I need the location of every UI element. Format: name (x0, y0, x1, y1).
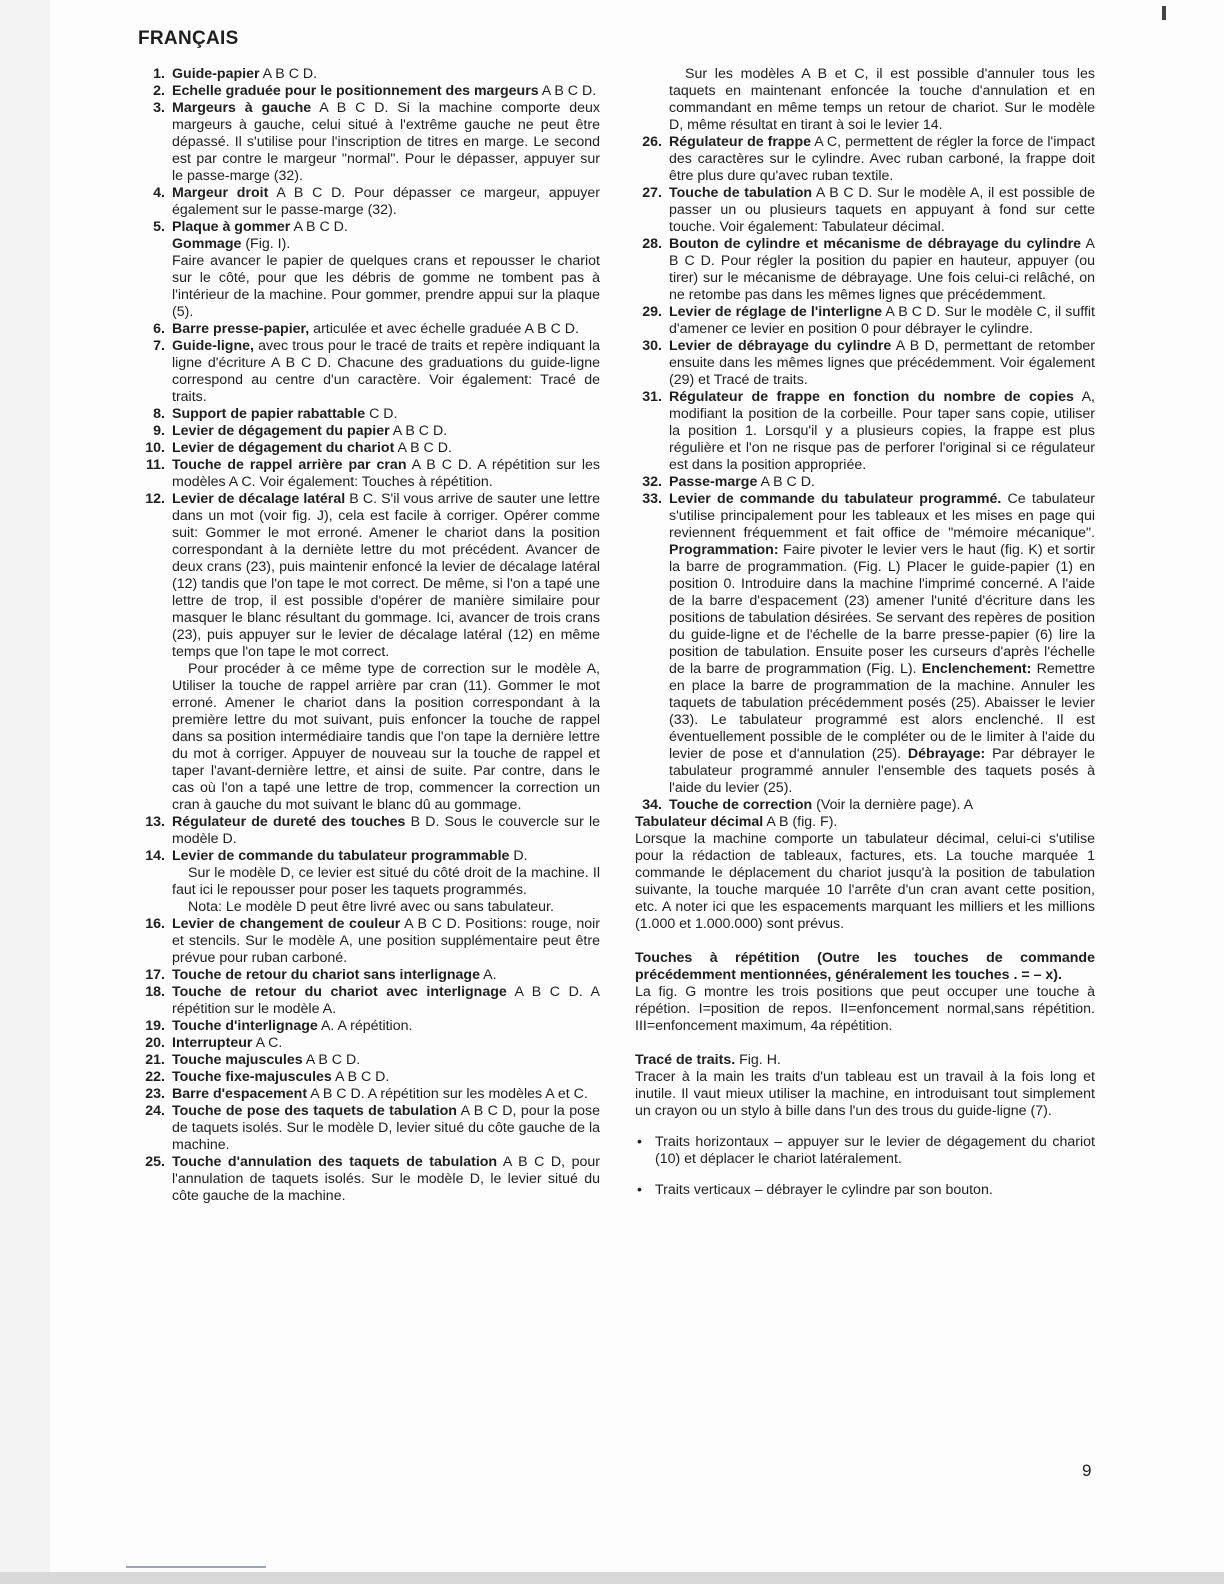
list-item-27: 27. Touche de tabulation A B C D. Sur le modèle A, il est possible de passer un ou plusieurs taquets en appuyant à fond sur cette touche. Voir également: Tabulateur décimal. (642, 185, 1095, 235)
list-item-22: 22. Touche fixe-majuscules A B C D. (145, 1069, 390, 1085)
list-item-10: 10. Levier de dégagement du chariot A B C D. (145, 440, 452, 456)
right-column (635, 66, 1095, 1214)
list-item-29: 29. Levier de réglage de l'interligne A B C D. Sur le modèle C, il suffit d'amener ce levier en position 0 pour débrayer le cylindre. (642, 304, 1095, 337)
list-item-7: 7. Guide-ligne, avec trous pour le tracé de traits et repère indiquant la ligne d'écriture A B C D. Chacune des graduations du guide-ligne correspond au centre d'un caractère. Voir également: Tracé de traits. (153, 338, 600, 405)
page-heading: FRANÇAIS (138, 28, 239, 49)
list-item-25: 25. Touche d'annulation des taquets de tabulation A B C D, pour l'annulation de taquets isolés. Sur le modèle D, le levier situé du côte gauche de la machine. (145, 1154, 600, 1204)
list-item-8: 8. Support de papier rabattable C D. (153, 406, 398, 422)
list-item-32: 32. Passe-marge A B C D. (642, 474, 815, 490)
list-item-30: 30. Levier de débrayage du cylindre A B D, permettant de retomber ensuite dans les mêmes lignes que précédemment. Voir également (29) et Tracé de traits. (642, 338, 1095, 388)
list-item-31: 31. Régulateur de frappe en fonction du nombre de copies A, modifiant la position de la corbeille. Pour taper sans copie, utiliser la position 1. Lorsqu'il y a plusieurs copies, la frappe est plus régulière et l'on ne risque pas de perforer l'original si ce régulateur est dans la position appropriée. (642, 389, 1095, 473)
list-item-25-continued: Sur les modèles A B et C, il est possible d'annuler tous les taquets en maintenant enfoncée la touche d'annulation et en commandant en même temps un retour de chariot. Sur le modèle D, même résultat en tirant à soi le levier 14. (669, 66, 1095, 133)
list-item-33: 33. Levier de commande du tabulateur programmé. Ce tabulateur s'utilise principalement pour les tableaux et les mises en page qui reviennent fréquemment et fait office de "mémoire mécanique". Programmation: Faire pivoter le levier vers le haut (fig. K) et sortir la barre de programmation. (Fig. L) Placer le guide-papier (1) en position 0. Introduire dans la machine l'imprimé concerné. A l'aide de la barre d'espacement (23) amener l'unité d'écriture dans les positions de tabulation désirées. Se servant des repères de position du guide-ligne et de l'échelle de la barre presse-papier (6) lire la position de tabulation. Ensuite poser les curseurs d'après l'échelle de la barre de programmation (Fig. L). Enclenchement: Remettre en place la barre de programmation de la machine. Annuler les taquets de tabulation précédemment posés (25). Abaisser le levier (33). Le tabulateur programmé est alors enclenché. Il est éventuellement possible de le compléter ou de le limiter à l'aide du levier de pose et d'annulation (25). Débrayage: Par débrayer le tabulateur programmé annuler l'ensemble des taquets posés à l'aide du levier (25). (642, 491, 1096, 796)
bullet-item: • Traits verticaux – débrayer le cylindre par son bouton. (637, 1182, 993, 1199)
list-item-21: 21. Touche majuscules A B C D. (145, 1052, 361, 1068)
list-item-16: 16. Levier de changement de couleur A B C D. Positions: rouge, noir et stencils. Sur le modèle A, une position supplémentaire peut être prévue pour ruban carboné. (145, 916, 600, 966)
left-column (138, 66, 600, 1205)
bullet-icon: • (637, 1134, 642, 1151)
scan-line (126, 1566, 266, 1568)
list-item-11: 11. Touche de rappel arrière par cran A B C D. A répétition sur les modèles A C. Voir également: Touches à répétition. (146, 457, 600, 490)
list-item-18: 18. Touche de retour du chariot avec interlignage A B C D. A répétition sur le modèle A. (145, 984, 600, 1017)
list-item-13: 13. Régulateur de dureté des touches B D. Sous le couvercle sur le modèle D. (145, 814, 600, 847)
list-item-17: 17. Touche de retour du chariot sans interlignage A. (145, 967, 497, 983)
trace-body: Tracer à la main les traits d'un tableau est un travail à la fois long et inutile. Il vaut mieux utiliser la machine, en introduisant tout simplement un crayon ou un stylo à bille dans l'un des trous du guide-ligne (7). (635, 1069, 1095, 1119)
decimal-body: Lorsque la machine comporte un tabulateur décimal, celui-ci s'utilise pour la rédaction de tableaux, factures, ets. La touche marquée 1 commande le déplacement du chariot jusqu'à la position de tabulation suivante, la touche marquée 10 l'arrête d'un cran avant cette position, etc. A noter ici que les espacements marquant les milliers et les millions (1.000 et 1.000.000) sont prévus. (635, 831, 1095, 932)
scan-edge-left (0, 0, 50, 1584)
list-item-3: 3. Margeurs à gauche A B C D. Si la machine comporte deux margeurs à gauche, celui situé à l'extrême gauche ne peut être dépassé. Il s'utilise pour l'inscription de titres en marge. Le second est par contre le margeur "normal". Pour le dépasser, appuyer sur le passe-marge (32). (153, 100, 600, 184)
list-item-24: 24. Touche de pose des taquets de tabulation A B C D, pour la pose de taquets isolés. Sur le modèle D, levier situé du côte gauche de la machine. (145, 1103, 600, 1153)
corner-mark (1162, 6, 1166, 20)
list-item-5: 5. Plaque à gommer A B C D. Gommage (Fig. I). Faire avancer le papier de quelques crans et repousser le chariot sur le côté, pour que les débris de gomme ne tombent pas à l'intérieur de la machine. Pour gommer, prendre appui sur la plaque (5). (153, 219, 600, 320)
list-item-1: 1. Guide-papier A B C D. (153, 66, 318, 82)
trace-heading: Tracé de traits. Fig. H. (635, 1052, 781, 1068)
list-item-4: 4. Margeur droit A B C D. Pour dépasser ce margeur, appuyer également sur le passe-marge (32). (153, 185, 601, 218)
list-item-34: 34. Touche de correction (Voir la dernière page). A (642, 797, 974, 813)
page-number: 9 (1082, 1461, 1092, 1480)
repeat-keys-heading: Touches à répétition (Outre les touches de commande précédemment mentionnées, généralement les touches . = – x). (635, 950, 1095, 983)
list-item-23: 23. Barre d'espacement A B C D. A répétition sur les modèles A et C. (145, 1086, 588, 1102)
list-item-20: 20. Interrupteur A C. (145, 1035, 283, 1051)
decimal-heading: Tabulateur décimal A B (fig. F). (635, 814, 838, 830)
list-item-6: 6. Barre presse-papier, articulée et avec échelle graduée A B C D. (153, 321, 579, 337)
scan-edge-bottom (0, 1572, 1224, 1584)
list-item-12: 12. Levier de décalage latéral B C. S'il vous arrive de sauter une lettre dans un mot (voir fig. J), cela est facile à corriger. Opérer comme suit: Gommer le mot erroné. Amener le chariot dans la position correspondant à la derniète lettre du mot précédent. Avancer de deux crans (23), puis maintenir enfoncé la levier de décalage latéral (12) tandis que l'on tape le mot correct. De même, si l'on a tapé une lettre de trop, il est possible d'opérer de manière similaire pour masquer le blanc résultant du gommage. Ici, avancer de trois crans (23), puis appuyer sur le levier de décalage latéral (12) en même temps que l'on tape le mot correct. Pour procéder à ce même type de correction sur le modèle A, Utiliser la touche de rappel arrière par cran (11). Gommer le mot erroné. Amener le chariot dans la position correspondant à la première lettre du mot suivant, puis enfoncer la touche de rappel dans sa position intermédiaire tandis que l'on tape la dernière lettre du mot à corriger. Appuyer de nouveau sur la touche de rappel et taper l'avant-dernière lettre, et ainsi de suite. Par contre, dans le cas où l'on a tapé une lettre de trop, commencer la correction un cran à gauche du mot suivant le blanc dû au gommage. (145, 491, 600, 813)
bullet-item: • Traits horizontaux – appuyer sur le levier de dégagement du chariot (10) et déplacer le chariot latéralement. (637, 1134, 1095, 1168)
list-item-26: 26. Régulateur de frappe A C, permettent de régler la force de l'impact des caractères sur le cylindre. Avec ruban carboné, la frappe doit être plus dure qu'avec ruban textile. (642, 134, 1095, 184)
list-item-9: 9. Levier de dégagement du papier A B C D. (153, 423, 448, 439)
list-item-19: 19. Touche d'interlignage A. A répétition. (145, 1018, 413, 1034)
list-item-28: 28. Bouton de cylindre et mécanisme de débrayage du cylindre A B C D. Pour régler la position du papier en hauteur, appuyer (ou tirer) sur le mécanisme de débrayage. Une fois celui-ci relâché, on ne retombe pas dans les mêmes lignes que précédemment. (642, 236, 1096, 303)
repeat-keys-body: La fig. G montre les trois positions que peut occuper une touche à répétion. I=position de repos. II=enfoncement normal,sans répétition. III=enfoncement maximum, 4a répétition. (635, 984, 1095, 1034)
list-item-14: 14. Levier de commande du tabulateur programmable D. Sur le modèle D, ce levier est situé du côté droit de la machine. Il faut ici le repousser pour poser les taquets programmés. Nota: Le modèle D peut être livré avec ou sans tabulateur. (145, 848, 600, 915)
bullet-icon: • (637, 1182, 642, 1199)
list-item-2: 2. Echelle graduée pour le positionnement des margeurs A B C D. (153, 83, 597, 99)
